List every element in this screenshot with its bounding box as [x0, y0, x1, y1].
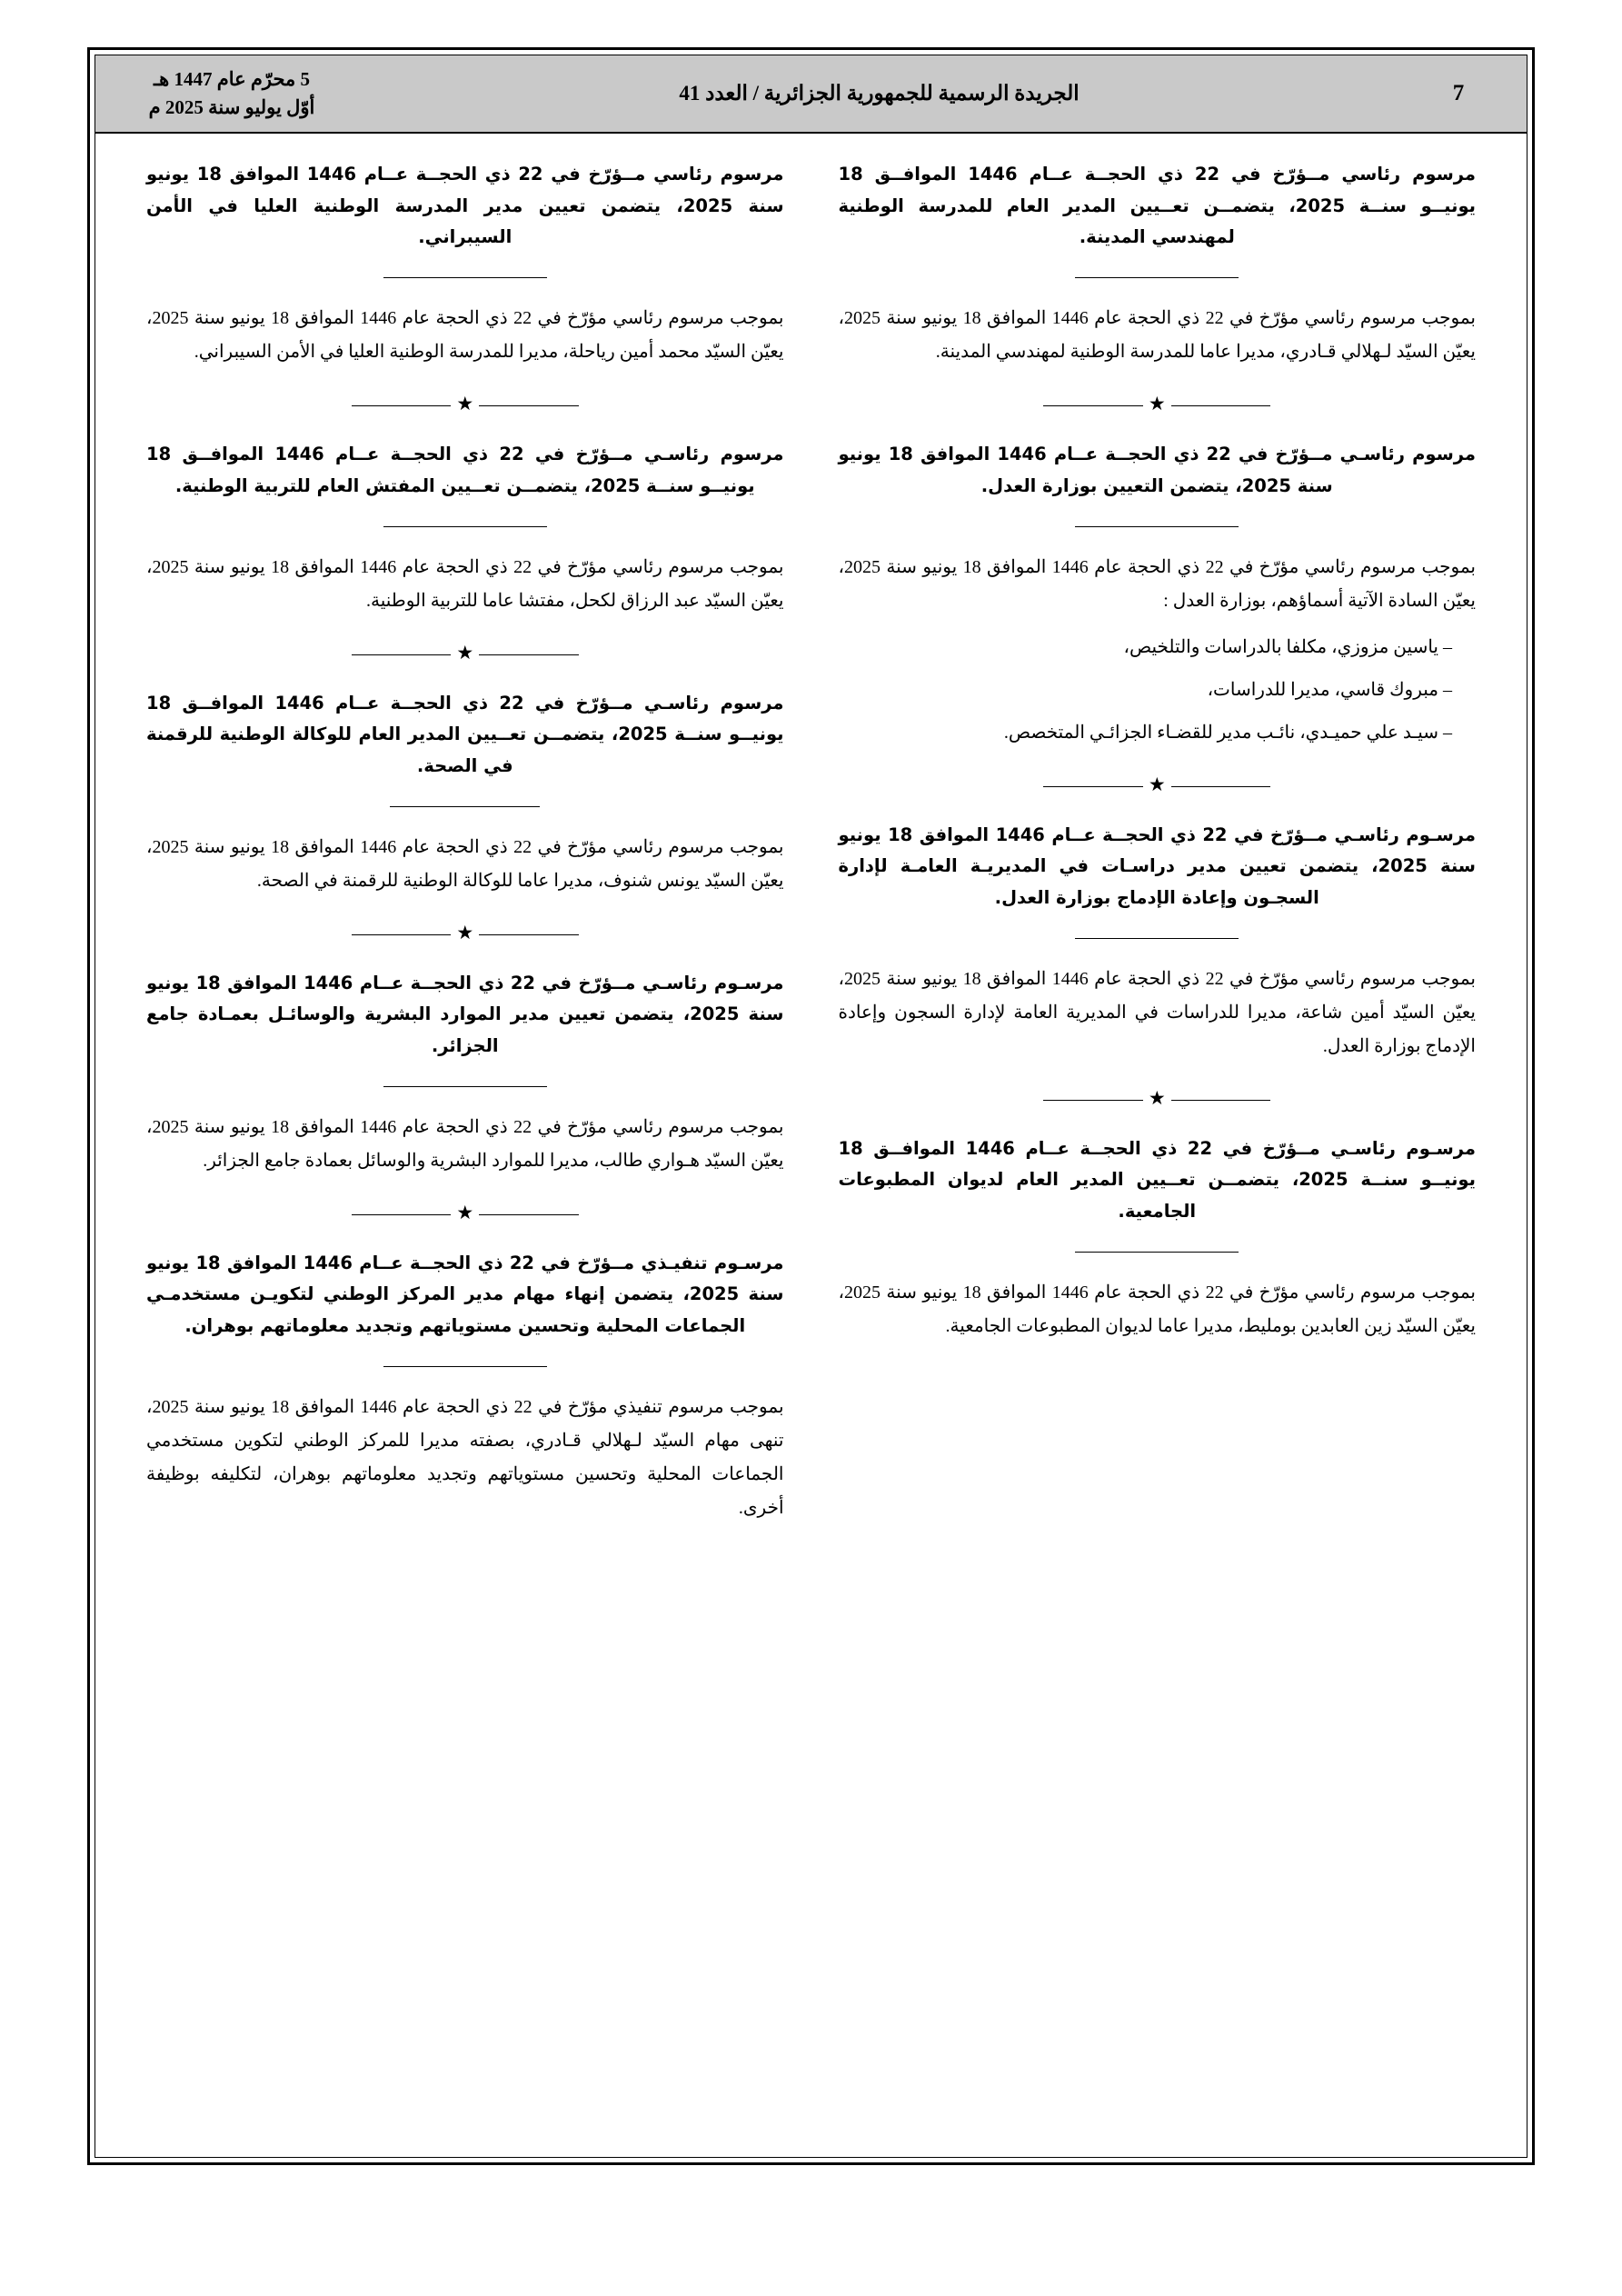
- page-number: 7: [1452, 81, 1465, 105]
- spacer: [839, 618, 1477, 631]
- decree-block: [146, 159, 784, 369]
- decree-title: مرسـوم تنفيـذي مــؤرّخ في 22 ذي الحجــة عــام 1446 الموافق 18 يونيو سنة 2025، يتضمن إنهاء مهام مدير المركز الوطني لتكويـن مستخدمـي الجماعات المحلية وتحسين مستوياتهم وتجديد معلوماتهم بوهران.: [146, 1252, 784, 1337]
- page-header: [95, 55, 1527, 134]
- star-icon: ★: [1148, 1086, 1166, 1109]
- star-separator: [1043, 393, 1270, 415]
- decree-block: [839, 820, 1477, 1063]
- decree-title: مرسـوم رئاسـي مــؤرّخ في 22 ذي الحجــة عــام 1446 الموافق 18 يونيو سنة 2025، يتضمن تعيين مدير دراسـات في المديريـة العامـة لإدارة السجـون وإعادة الإدماج بوزارة العدل.: [838, 824, 1476, 908]
- title-rule: [383, 277, 547, 278]
- column-right: [811, 159, 1504, 2139]
- separator-line: [1171, 405, 1271, 406]
- decree-body: بموجب مرسوم رئاسي مؤرّخ في 22 ذي الحجة عام 1446 الموافق 18 يونيو سنة 2025، يعيّن السيّد زين العابدين بومليط، مديرا عاما لديوان المطبوعات الجامعية.: [838, 1282, 1476, 1336]
- title-rule: [390, 806, 540, 807]
- decree-block: [839, 159, 1477, 369]
- separator-line: [479, 654, 579, 655]
- star-icon: ★: [456, 921, 474, 943]
- star-icon: ★: [1148, 773, 1166, 795]
- journal-title: الجريدة الرسمية للجمهورية الجزائرية / العدد 41: [679, 82, 1080, 105]
- decree-body: بموجب مرسوم رئاسي مؤرّخ في 22 ذي الحجة عام 1446 الموافق 18 يونيو سنة 2025، يعيّن السيّد يونس شنوف، مديرا عاما للوكالة الوطنية للرقمنة في الصحة.: [146, 836, 784, 891]
- separator-line: [352, 654, 452, 655]
- separator-line: [479, 934, 579, 935]
- title-rule: [1075, 277, 1239, 278]
- decree-title: مرسوم رئاسـي مــؤرّخ في 22 ذي الحجــة عــام 1446 الموافق 18 يونيو سنة 2025، يتضمن التعيين بوزارة العدل.: [838, 444, 1476, 496]
- decree-title: مرسوم رئاسي مــؤرّخ في 22 ذي الحجــة عــام 1446 الموافق 18 يونيو سنة 2025، يتضمن تعيين مدير المدرسة الوطنية العليا في الأمن السيبراني.: [146, 164, 784, 248]
- decree-title: مرسـوم رئاسـي مــؤرّخ في 22 ذي الحجــة عــام 1446 الموافق 18 يونيو سنة 2025، يتضمن تعيين مدير الموارد البشرية والوسائـل بعمـادة جامع الجزائر.: [146, 972, 784, 1057]
- star-separator: [1043, 1086, 1270, 1110]
- separator-line: [1171, 786, 1271, 787]
- decree-block: [839, 439, 1477, 749]
- page-frame-inner: [95, 55, 1527, 2158]
- decree-block: [146, 688, 784, 898]
- star-separator: [352, 921, 579, 944]
- list-item: – مبروك قاسي، مديرا للدراسات،: [1207, 679, 1452, 700]
- star-separator: [352, 393, 579, 415]
- header-date-gregorian: أوّل يوليو سنة 2025 م: [148, 96, 315, 118]
- title-rule: [383, 1086, 547, 1087]
- title-rule: [383, 1366, 547, 1367]
- column-left: [119, 159, 811, 2139]
- star-separator: [1043, 773, 1270, 796]
- title-rule: [1075, 1252, 1239, 1253]
- decree-body: بموجب مرسوم رئاسي مؤرّخ في 22 ذي الحجة عام 1446 الموافق 18 يونيو سنة 2025، يعيّن السيّد عبد الرزاق لكحل، مفتشا عاما للتربية الوطنية.: [146, 556, 784, 611]
- decree-body: بموجب مرسوم رئاسي مؤرّخ في 22 ذي الحجة عام 1446 الموافق 18 يونيو سنة 2025، يعيّن السيّد أمين شاعة، مديرا للدراسات في المديرية العامة لإدارة السجون وإعادة الإدماج بوزارة العدل.: [838, 968, 1476, 1056]
- decree-body: بموجب مرسوم رئاسي مؤرّخ في 22 ذي الحجة عام 1446 الموافق 18 يونيو سنة 2025، يعيّن السيّد هـواري طالب، مديرا للموارد البشرية والوسائل بعمادة جامع الجزائر.: [146, 1116, 784, 1171]
- separator-line: [352, 1214, 452, 1215]
- star-separator: [352, 1201, 579, 1224]
- title-rule: [1075, 526, 1239, 527]
- decree-body: بموجب مرسوم رئاسي مؤرّخ في 22 ذي الحجة عام 1446 الموافق 18 يونيو سنة 2025، يعيّن السادة الآتية أسماؤهم، بوزارة العدل :: [838, 556, 1476, 611]
- header-date-hijri: 5 محرّم عام 1447 هـ: [153, 67, 311, 90]
- decree-block: [839, 1133, 1477, 1343]
- decree-body: بموجب مرسوم رئاسي مؤرّخ في 22 ذي الحجة عام 1446 الموافق 18 يونيو سنة 2025، يعيّن السيّد محمد أمين رياحلة، مديرا للمدرسة الوطنية العليا في الأمن السيبراني.: [146, 308, 784, 363]
- decree-body: بموجب مرسوم رئاسي مؤرّخ في 22 ذي الحجة عام 1446 الموافق 18 يونيو سنة 2025، يعيّن السيّد لـهلالي قـادري، مديرا عاما للمدرسة الوطنية لمهندسي المدينة.: [838, 308, 1476, 363]
- star-icon: ★: [1148, 393, 1166, 415]
- decree-title: مرسوم رئاسي مــؤرّخ في 22 ذي الحجــة عــام 1446 الموافــق 18 يونيــو سنــة 2025، يتضمــن تعــيين المدير العام للمدرسة الوطنية لمهندسي المدينة.: [838, 164, 1476, 248]
- star-separator: [352, 641, 579, 664]
- separator-line: [1043, 786, 1143, 787]
- separator-line: [352, 405, 452, 406]
- decree-block: [146, 439, 784, 617]
- header-date: [95, 55, 368, 132]
- separator-line: [1043, 1100, 1143, 1101]
- separator-line: [1043, 405, 1143, 406]
- star-icon: ★: [456, 641, 474, 664]
- title-rule: [383, 526, 547, 527]
- page-columns: [95, 134, 1527, 2157]
- star-icon: ★: [456, 1201, 474, 1223]
- separator-line: [479, 405, 579, 406]
- decree-title: مرسـوم رئاسـي مــؤرّخ في 22 ذي الحجــة عــام 1446 الموافــق 18 يونيــو سنــة 2025، يتضمــن تعــيين المدير العام لديوان المطبوعات الجامعية.: [838, 1137, 1476, 1223]
- page-frame-outer: [87, 47, 1535, 2165]
- decree-block: [146, 1248, 784, 1525]
- decree-title: مرسوم رئاسـي مــؤرّخ في 22 ذي الحجــة عــام 1446 الموافــق 18 يونيــو سنــة 2025، يتضمــن تعــيين المدير العام للوكالة الوطنية للرقمنة في الصحة.: [146, 692, 784, 776]
- separator-line: [352, 934, 452, 935]
- title-rule: [1075, 938, 1239, 939]
- separator-line: [479, 1214, 579, 1215]
- list-item: – ياسين مزوزي، مكلفا بالدراسات والتلخيص،: [1123, 636, 1452, 657]
- separator-line: [1171, 1100, 1271, 1101]
- decree-title: مرسوم رئاسـي مــؤرّخ في 22 ذي الحجــة عــام 1446 الموافــق 18 يونيــو سنــة 2025، يتضمــن تعــيين المفتش العام للتربية الوطنية.: [146, 444, 784, 496]
- star-icon: ★: [456, 393, 474, 415]
- decree-body: بموجب مرسوم تنفيذي مؤرّخ في 22 ذي الحجة عام 1446 الموافق 18 يونيو سنة 2025، تنهى مهام السيّد لـهلالي قـادري، بصفته مديرا للمركز الوطني لتكوين مستخدمي الجماعات المحلية وتحسين مستوياتهم وتجديد معلوماتهم بوهران، لتكليفه بوظيفة أخرى.: [146, 1396, 784, 1518]
- list-item: – سيـد علي حميـدي، نائـب مدير للقضـاء الجزائـي المتخصص.: [1003, 722, 1452, 743]
- decree-block: [146, 968, 784, 1178]
